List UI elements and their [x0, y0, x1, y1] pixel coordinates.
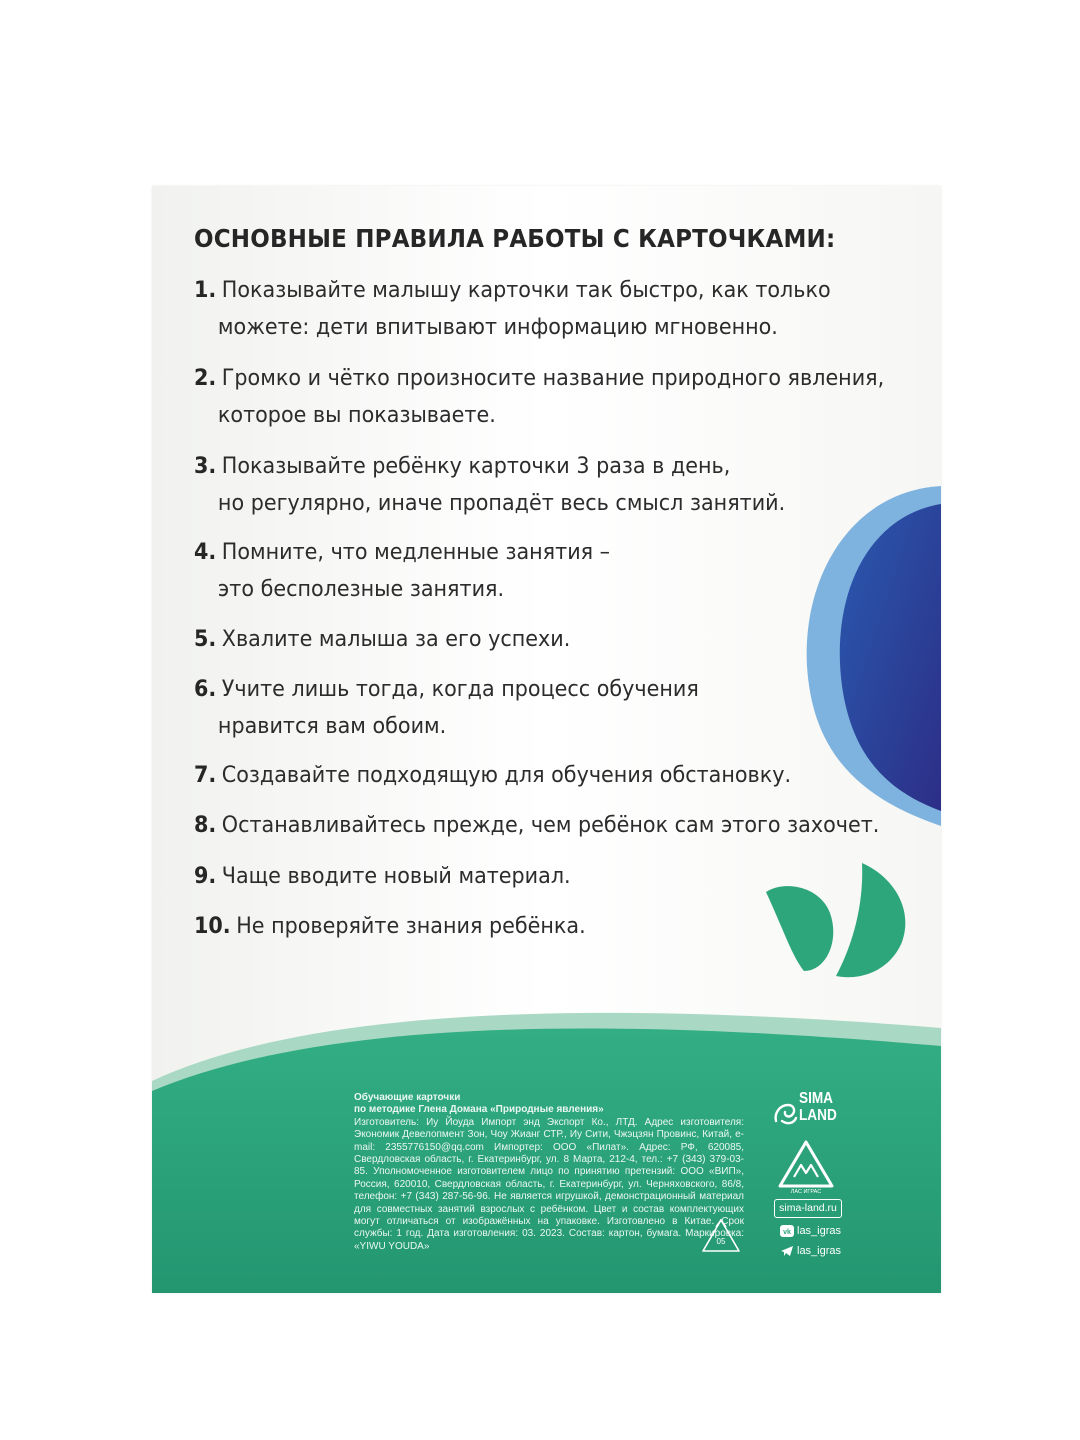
- rule-7: [194, 757, 934, 794]
- rule-text: Хвалите малыша за его успехи.: [221, 626, 571, 652]
- rule-number: 5.: [194, 626, 217, 652]
- rule-text: нравится вам обоим.: [217, 713, 447, 739]
- vk-handle: las_igras: [797, 1225, 842, 1237]
- rule-text: Чаще вводите новый материал.: [221, 863, 571, 889]
- vk-icon: [780, 1225, 794, 1237]
- manufacturer-info: [354, 1092, 744, 1253]
- rule-text: Показывайте ребёнку карточки 3 раза в день,: [221, 453, 731, 479]
- rule-10: [194, 908, 934, 945]
- rule-number: 2.: [194, 365, 217, 391]
- rule-2: [194, 360, 934, 434]
- recycle-code: 05: [716, 1237, 726, 1246]
- rule-text: Создавайте подходящую для обучения обстановку.: [221, 762, 792, 788]
- rule-number: 6.: [194, 676, 217, 702]
- rule-8: [194, 807, 934, 844]
- rule-number: 9.: [194, 863, 217, 889]
- sima-land-logo-text: SIMA LAND: [799, 1090, 837, 1124]
- rule-5: [194, 621, 934, 658]
- rule-text: Громко и чётко произносите название природного явления,: [221, 365, 885, 391]
- rule-text: Помните, что медленные занятия –: [221, 539, 611, 565]
- rule-9: [194, 858, 934, 895]
- rule-6: [194, 671, 934, 745]
- rule-number: 1.: [194, 277, 217, 303]
- rule-text: Учите лишь тогда, когда процесс обучения: [221, 676, 699, 702]
- rule-number: 10.: [194, 913, 231, 939]
- rule-text: это бесполезные занятия.: [217, 576, 505, 602]
- telegram-icon: [780, 1245, 794, 1257]
- telegram-handle: las_igras: [797, 1245, 842, 1257]
- manufacturer-details: Изготовитель: Иу Йоуда Импорт энд Экспорт Ко., ЛТД. Адрес изготовителя: Экономик Девелопмент Зон, Чоу Жианг СТР., Иу Сити, Чжэцзян Провинс, Китай, e-mail: 2355776150@qq.com Импортер: ООО «Пилат». Адрес: РФ, 620085, Свердловская область, г. Екатеринбург, ул. 8 Марта, 212-4, тел.: +7 (343) 379-03-85. Уполномоченное изготовителем лицо по принятию претензий: ООО «ВИП», Россия, 620010, Свердловская область, г. Екатеринбург, ул. Черняховского, 86/8, телефон: +7 (343) 287-56-96. Не является игрушкой, демонстрационный материал для совместных занятий взрослых с ребёнком. Цвет и состав комплектующих могут отличаться от изображённых на упаковке. Изготовлено в Китае. Срок службы: 1 год. Дата изготовления: 03. 2023. Состав: картон, бумага. Маркировка: «YIWU YOUDA»: [354, 1116, 744, 1252]
- rule-3: [194, 448, 934, 522]
- rule-number: 3.: [194, 453, 217, 479]
- telegram-link[interactable]: [780, 1244, 841, 1258]
- las-igras-logo-icon: [777, 1139, 835, 1194]
- rule-text: но регулярно, иначе пропадёт весь смысл занятий.: [217, 490, 786, 516]
- rule-4: [194, 534, 934, 608]
- rule-number: 8.: [194, 812, 217, 838]
- vk-link[interactable]: [780, 1224, 841, 1238]
- rule-text: Не проверяйте знания ребёнка.: [236, 913, 586, 939]
- rule-1: [194, 272, 934, 346]
- rule-text: Останавливайтесь прежде, чем ребёнок сам этого захочет.: [221, 812, 880, 838]
- svg-text:vk: vk: [783, 1229, 791, 1237]
- rule-text: которое вы показываете.: [217, 402, 496, 428]
- instruction-card: [152, 186, 941, 1293]
- product-title-line2: по методике Глена Домана «Природные явления»: [354, 1104, 604, 1116]
- rule-text: можете: дети впитывают информацию мгновенно.: [217, 314, 778, 340]
- las-igras-caption: ЛАС ИГРАС: [790, 1189, 822, 1194]
- rule-text: Показывайте малышу карточки так быстро, как только: [221, 277, 831, 303]
- product-title-line1: Обучающие карточки: [354, 1092, 461, 1103]
- rule-number: 4.: [194, 539, 217, 565]
- rule-number: 7.: [194, 762, 217, 788]
- rules-title: ОСНОВНЫЕ ПРАВИЛА РАБОТЫ С КАРТОЧКАМИ:: [194, 224, 836, 253]
- website-link[interactable]: sima-land.ru: [774, 1199, 842, 1218]
- recycle-icon: [700, 1217, 742, 1255]
